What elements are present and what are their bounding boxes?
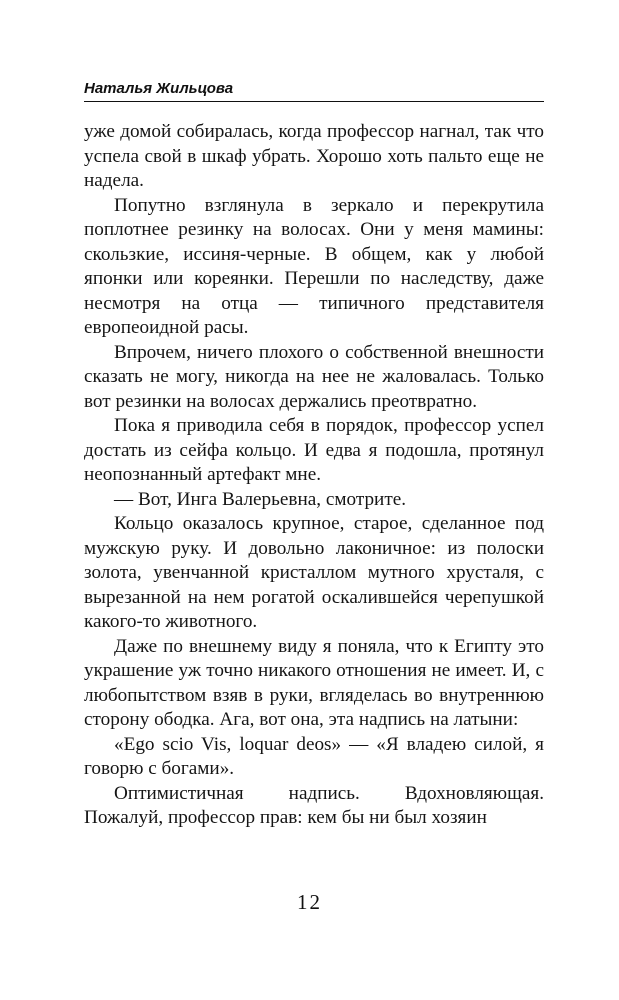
paragraph-7: Даже по внешнему виду я поняла, что к Египту это украшение уж точно никакого отношения не имеет. И, с любопытством взяв в руки, вгляделась во внутреннюю сторону ободка. Ага, вот она, эта надпись на латыни: [84, 635, 544, 730]
paragraph-5-dialogue: — Вот, Инга Валерьевна, смотрите. [114, 488, 407, 510]
paragraph-4: Пока я приводила себя в порядок, профессор успел достать из сейфа кольцо. И едва я подошла, протянул неопознанный артефакт мне. [84, 415, 544, 485]
paragraph-1: уже домой собиралась, когда профессор нагнал, так что успела свой в шкаф убрать. Хорошо хоть пальто еще не надела. [84, 121, 544, 191]
paragraph-3: Впрочем, ничего плохого о собственной внешности сказать не могу, никогда на нее не жаловалась. Только вот резинки на волосах держались преотвратно. [84, 341, 544, 412]
paragraph-9: Оптимистичная надпись. Вдохновляющая. Пожалуй, профессор прав: кем бы ни был хозяин [84, 782, 544, 828]
paragraph-8-inscription: «Ego scio Vis, loquar deos» — «Я владею силой, я говорю с богами». [84, 733, 544, 779]
page-body-text [84, 120, 544, 831]
running-head-author: Наталья Жильцова [84, 80, 234, 97]
page-number: 12 [297, 890, 322, 914]
paragraph-2: Попутно взглянула в зеркало и перекрутила поплотнее резинку на волосах. Они у меня мамины: скользкие, иссиня-черные. В общем, как у любой японки или кореянки. Перешли по наследству, даже несмотря на отца — типичного представителя европеоидной расы. [84, 194, 544, 338]
header-rule [84, 101, 544, 102]
paragraph-6: Кольцо оказалось крупное, старое, сделанное под мужскую руку. И довольно лаконичное: из полоски золота, увенчанной кристаллом мутного хрусталя, с вырезанной на нем рогатой оскалившейся черепушкой какого-то животного. [84, 513, 544, 632]
